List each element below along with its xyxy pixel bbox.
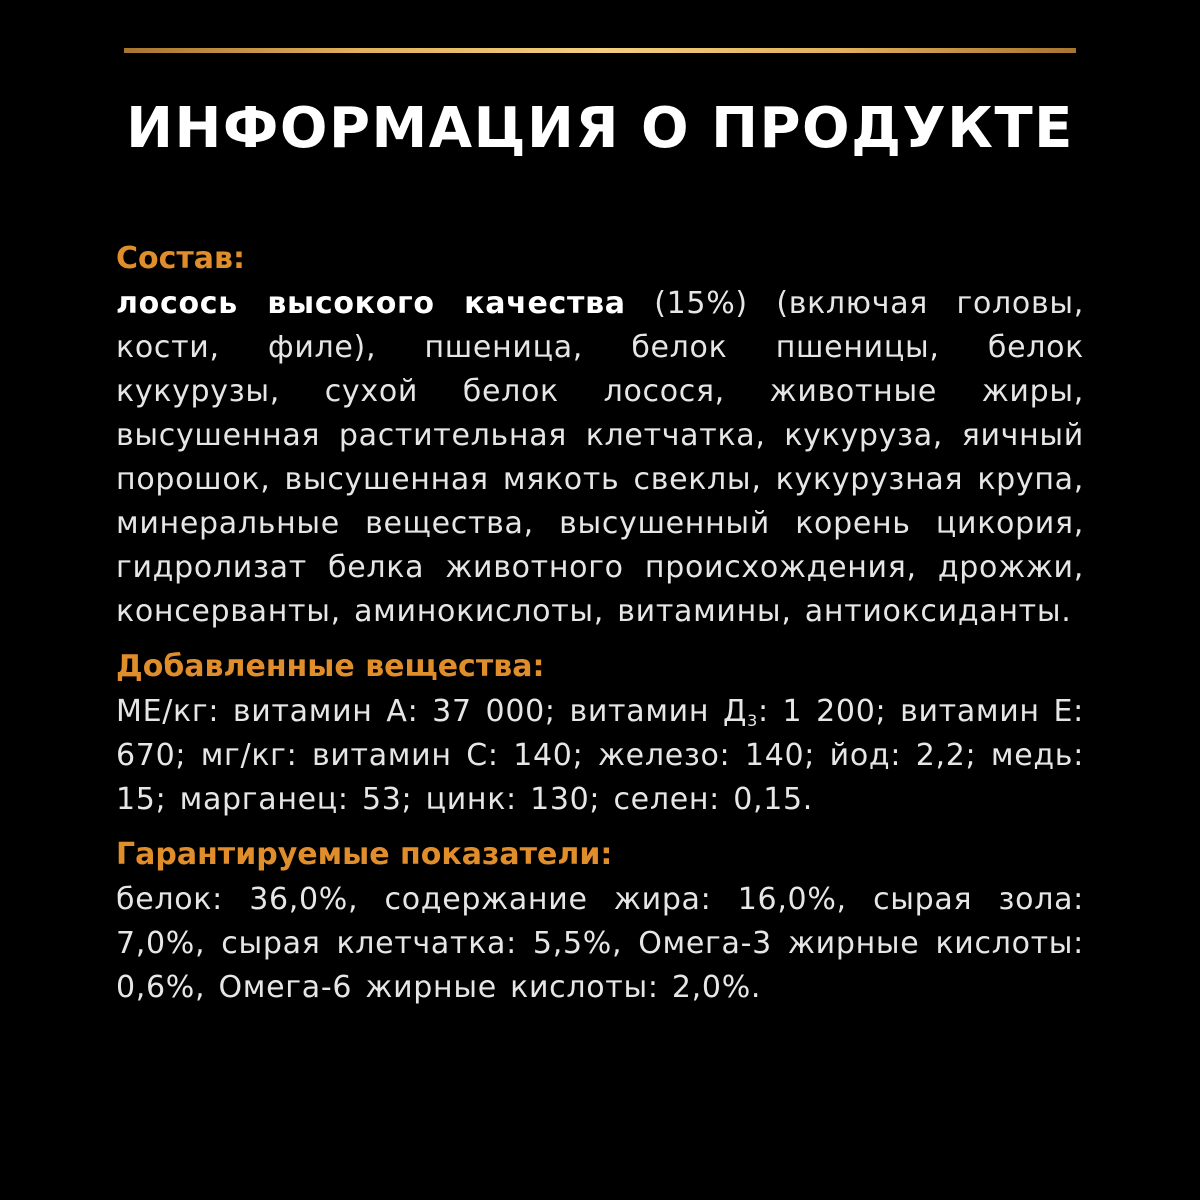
composition-text [116, 282, 1084, 634]
composition-bold-lead: лосось высокого качества [116, 286, 626, 321]
guaranteed-heading: Гарантируемые показатели: [116, 837, 613, 872]
additives-section [116, 644, 1084, 822]
composition-section [116, 236, 1084, 634]
gold-divider [124, 48, 1076, 53]
page-title: ИНФОРМАЦИЯ О ПРОДУКТЕ [126, 96, 1074, 161]
additives-text [116, 690, 1084, 822]
composition-heading: Состав: [116, 241, 246, 276]
additives-text-after: : 1 200; витамин Е: 670; мг/кг: витамин С: 140; железо: 140; йод: 2,2; медь: 15; марганец: 53; цинк: 130; селен: 0,15. [116, 694, 1084, 817]
composition-rest: (15%) (включая головы, кости, филе), пшеница, белок пшеницы, белок кукурузы, сухой белок лосося, животные жиры, высушенная растительная клетчатка, кукуруза, яичный порошок, высушенная мякоть свеклы, кукурузная крупа, минеральные вещества, высушенный корень цикория, гидролизат белка животного происхождения, дрожжи, консерванты, аминокислоты, витамины, антиоксиданты. [116, 286, 1084, 629]
additives-text-before: МЕ/кг: витамин А: 37 000; витамин Д [116, 694, 748, 729]
guaranteed-text: белок: 36,0%, содержание жира: 16,0%, сырая зола: 7,0%, сырая клетчатка: 5,5%, Омега-3 жирные кислоты: 0,6%, Омега-6 жирные кислоты: 2,0%. [116, 882, 1084, 1005]
additives-subscript: 3 [747, 711, 758, 730]
guaranteed-section [116, 832, 1084, 1010]
info-content [116, 236, 1084, 1010]
additives-heading: Добавленные вещества: [116, 649, 545, 684]
